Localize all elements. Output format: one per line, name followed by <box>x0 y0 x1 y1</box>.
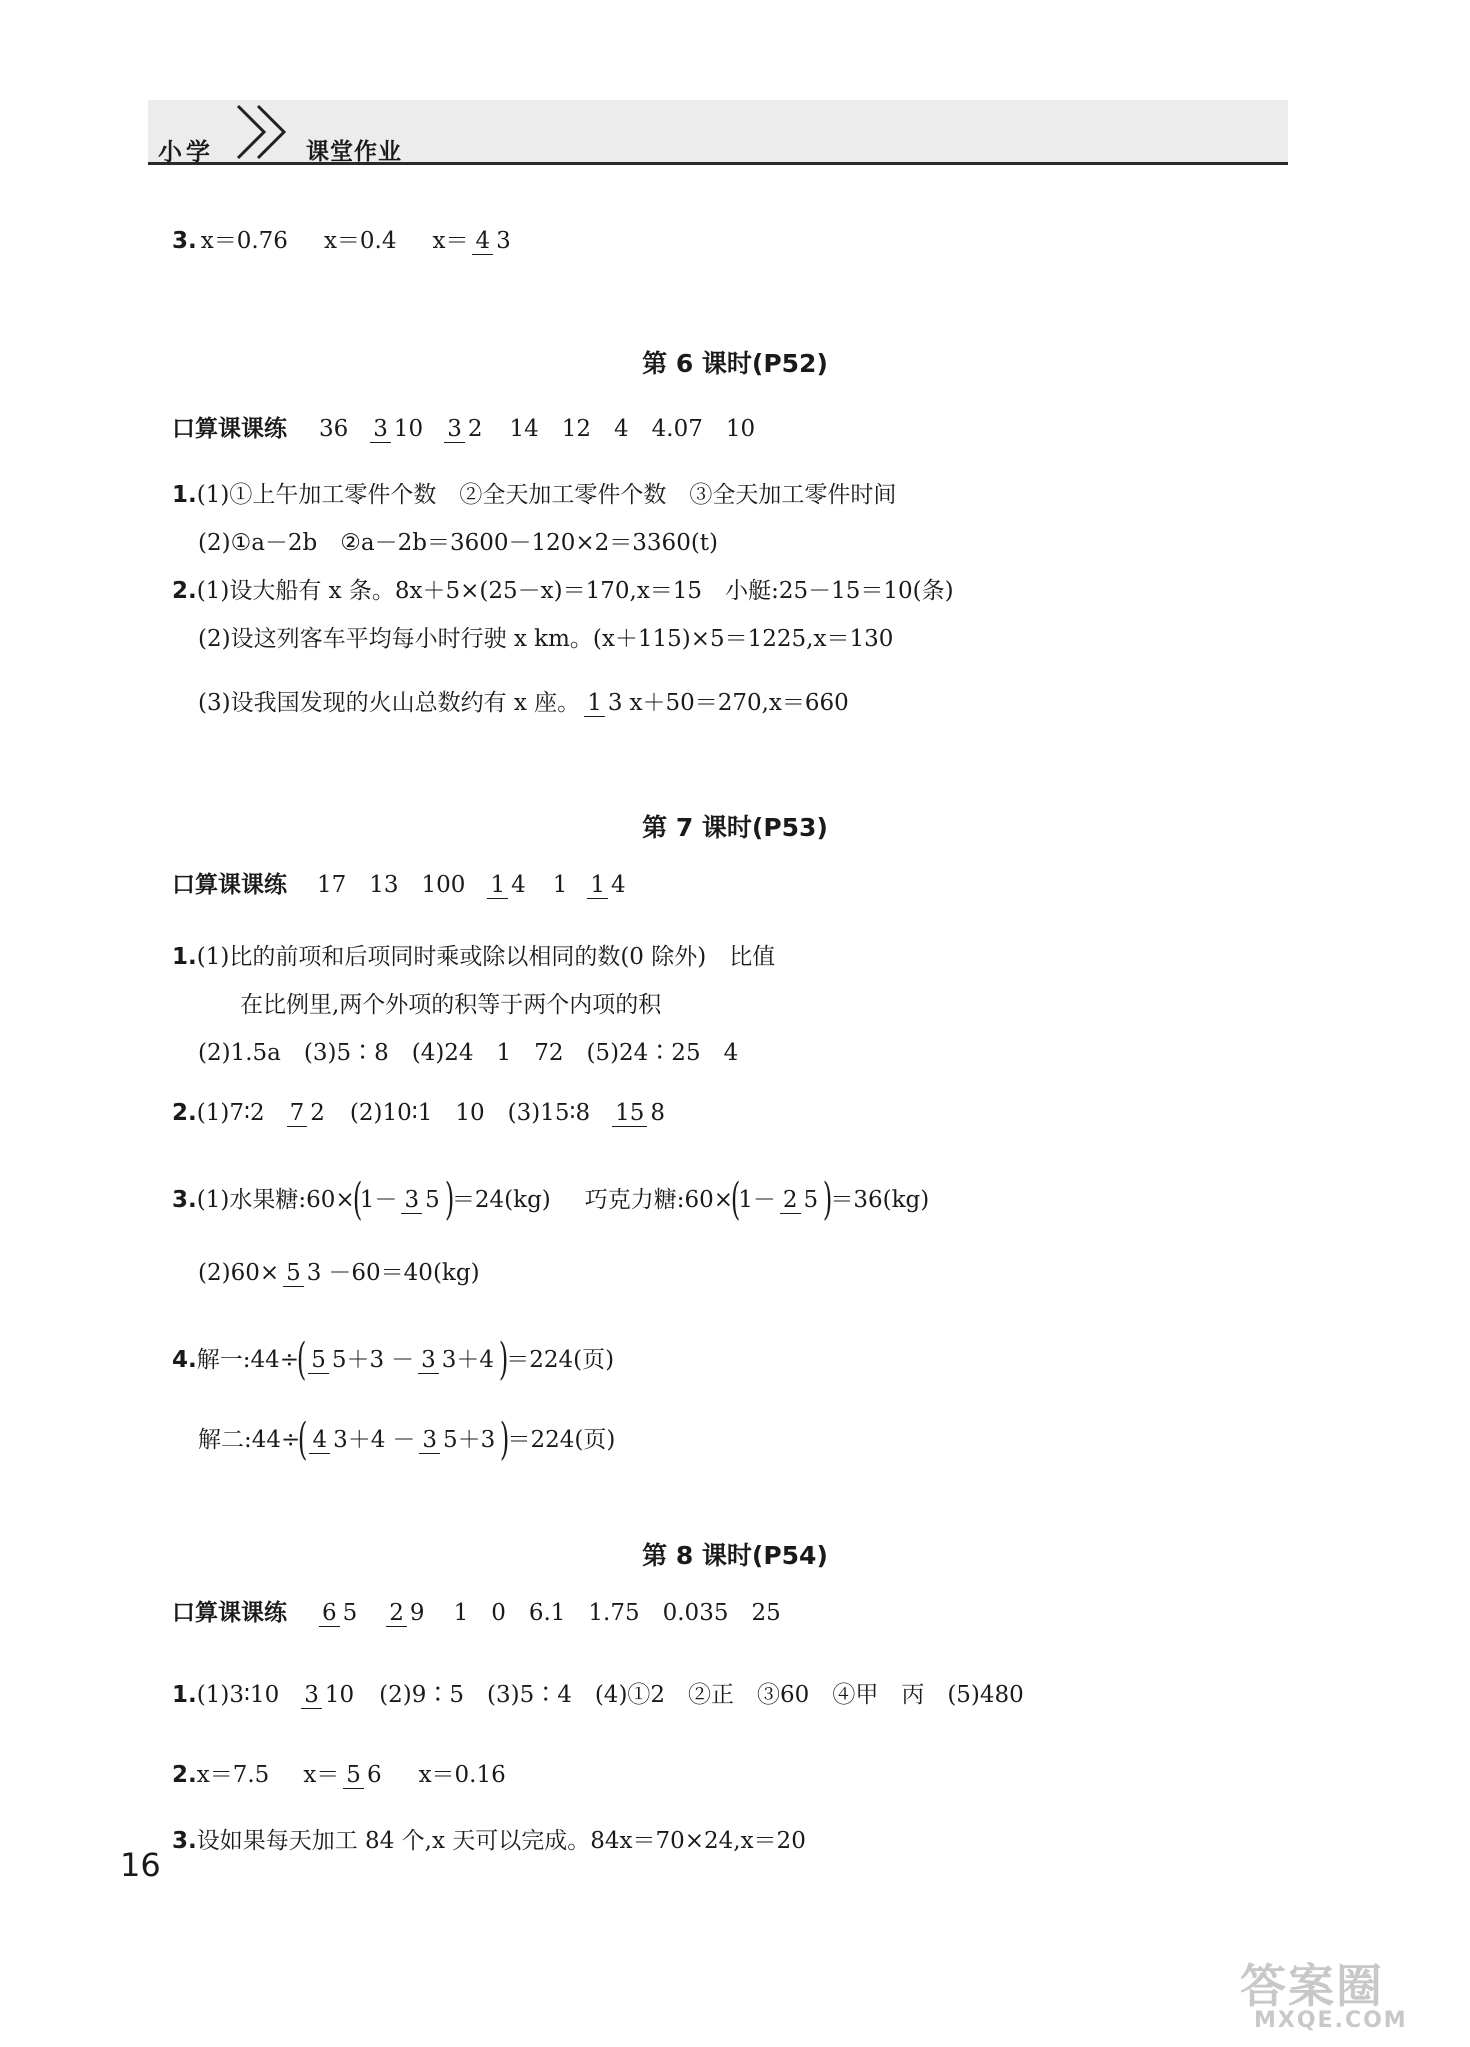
fraction: 3 5＋3 <box>419 1428 498 1452</box>
watermark: 答案圈 MXQE.COM <box>1240 1959 1408 2033</box>
s8-q3: 3. 设如果每天加工 84 个,x 天可以完成。84x＝70×24,x＝20 <box>172 1828 806 1854</box>
s7-q4-solution1: 4. 解一:44÷ ( 5 5＋3 － 3 3＋4 ) ＝224(页) <box>172 1334 615 1385</box>
fraction: 3 10 <box>301 1683 357 1707</box>
s8-q2: 2. x＝7.5 x＝ 5 6 x＝0.16 <box>172 1761 506 1788</box>
fraction: 3 5 <box>401 1188 442 1212</box>
fraction: 5 3 <box>283 1261 324 1285</box>
s6-q2-line3: (3)设我国发现的火山总数约有 x 座。 1 3 x＋50＝270,x＝660 <box>198 689 849 716</box>
fraction: 6 5 <box>319 1601 360 1625</box>
s7-oral: 口算课课练 17 13 100 1 4 1 1 4 <box>172 870 633 900</box>
section-title-6: 第 6 课时(P52) <box>642 349 828 378</box>
s6-q2-line2: (2)设这列客车平均每小时行驶 x km。(x＋115)×5＝1225,x＝130 <box>198 626 894 652</box>
fraction: 3 2 <box>444 417 485 441</box>
s7-q1-line3: (2)1.5a (3)5∶8 (4)24 1 72 (5)24∶25 4 <box>198 1040 739 1066</box>
section-title-7: 第 7 课时(P53) <box>642 813 828 842</box>
fraction: 3 10 <box>370 417 426 441</box>
s7-q1-line2: 在比例里,两个外项的积等于两个内项的积 <box>240 992 662 1018</box>
fraction: 1 4 <box>587 873 628 897</box>
fraction: 15 8 <box>612 1101 668 1125</box>
s8-q1: 1. (1)3∶10 3 10 (2)9∶5 (3)5∶4 (4)①2 ②正 ③60 ④甲 丙 (5)480 <box>172 1681 1024 1708</box>
fraction: 4 3＋4 <box>309 1428 388 1452</box>
fraction: 1 3 <box>584 691 625 715</box>
fraction: 1 4 <box>487 873 528 897</box>
double-chevron-icon <box>230 102 302 160</box>
s7-q3-line2: (2)60× 5 3 －60＝40(kg) <box>198 1259 480 1286</box>
fraction: 5 5＋3 <box>308 1348 387 1372</box>
fraction: 4 3 <box>472 229 513 253</box>
s6-oral: 口算课课练 36 3 10 3 2 14 12 4 4.07 10 <box>172 415 756 442</box>
s7-q4-solution2: 解二:44÷ ( 4 3＋4 － 3 5＋3 ) ＝224(页) <box>198 1414 616 1465</box>
section-title-8: 第 8 课时(P54) <box>642 1541 828 1570</box>
page-header <box>148 100 1288 170</box>
s8-oral: 口算课课练 6 5 2 9 1 0 6.1 1.75 0.035 25 <box>172 1599 781 1626</box>
fraction: 7 2 <box>287 1101 328 1125</box>
header-school: 小学 <box>158 138 214 166</box>
s7-q3-line1: 3. (1)水果糖:60× ( 1－ 3 5 ) ＝24(kg) 巧克力糖:60× ( 1－ 2 5 ) ＝36(kg) <box>172 1174 930 1225</box>
fraction: 2 5 <box>780 1188 821 1212</box>
s7-q2: 2. (1)7∶2 7 2 (2)10∶1 10 (3)15∶8 15 8 <box>172 1098 672 1128</box>
s6-q2-line1: 2. (1)设大船有 x 条。8x＋5×(25－x)＝170,x＝15 小艇:25－15＝10(条) <box>172 578 954 604</box>
s6-q1-line2: (2)①a－2b ②a－2b＝3600－120×2＝3360(t) <box>198 530 719 556</box>
header-title: 课堂作业 <box>306 139 402 165</box>
fraction: 3 3＋4 <box>418 1348 497 1372</box>
top-answer: 3. x＝0.76 x＝0.4 x＝ 4 3 <box>172 226 518 256</box>
page-number: 16 <box>120 1846 161 1884</box>
s6-q1-line1: 1. (1)①上午加工零件个数 ②全天加工零件个数 ③全天加工零件时间 <box>172 482 897 508</box>
fraction: 2 9 <box>386 1601 427 1625</box>
fraction: 5 6 <box>343 1763 384 1787</box>
s7-q1-line1: 1. (1)比的前项和后项同时乘或除以相同的数(0 除外) 比值 <box>172 944 776 970</box>
